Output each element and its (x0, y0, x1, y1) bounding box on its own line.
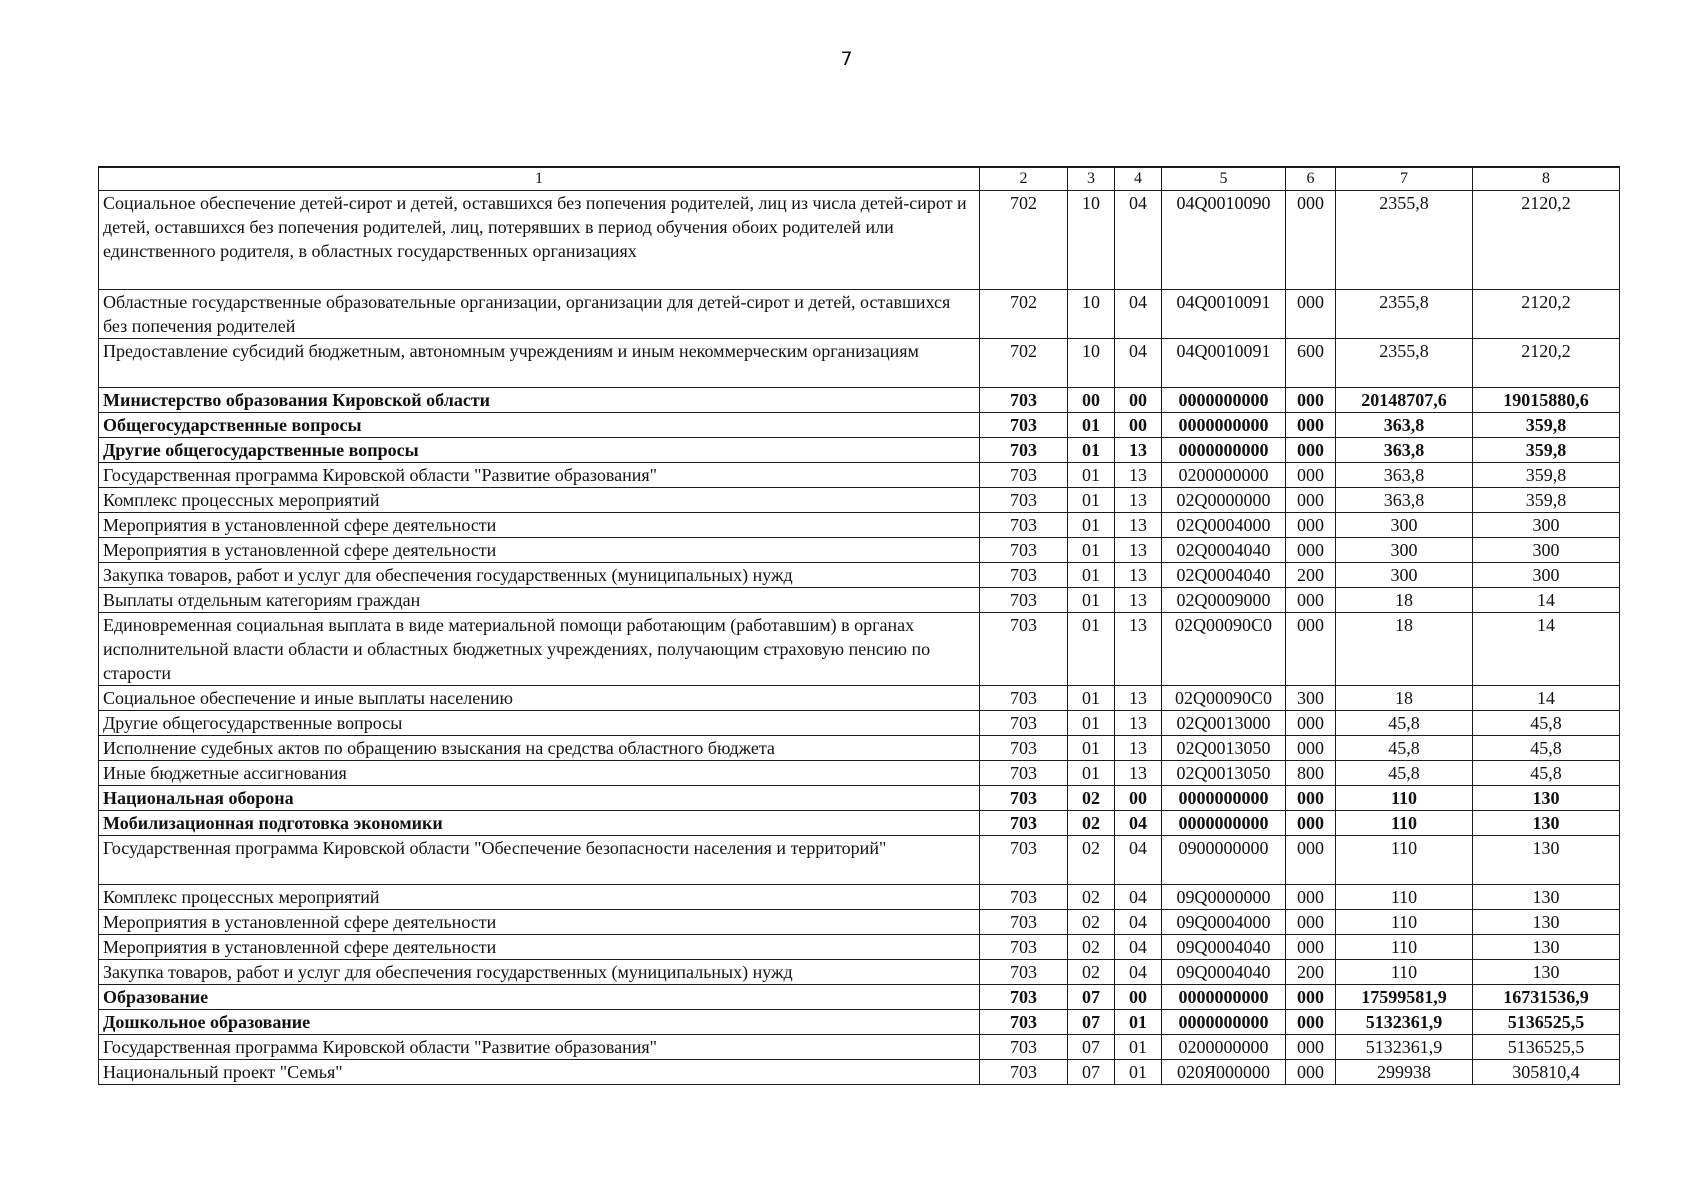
row-col8-cell: 359,8 (1473, 413, 1620, 438)
row-name-cell: Государственная программа Кировской области "Развитие образования" (99, 463, 980, 488)
row-col6-cell: 000 (1286, 1035, 1336, 1060)
row-col2-cell: 703 (980, 935, 1068, 960)
row-col6-cell: 000 (1286, 985, 1336, 1010)
row-col8-cell: 300 (1473, 513, 1620, 538)
row-col8-cell: 359,8 (1473, 438, 1620, 463)
row-col5-cell: 0000000000 (1162, 786, 1286, 811)
row-col7-cell: 110 (1336, 960, 1473, 985)
table-row (99, 538, 1620, 563)
row-name-cell: Национальная оборона (99, 786, 980, 811)
row-col3-cell: 01 (1068, 413, 1115, 438)
row-col5-cell: 0000000000 (1162, 438, 1286, 463)
row-col5-cell: 02Q0013050 (1162, 761, 1286, 786)
row-col8-cell: 130 (1473, 885, 1620, 910)
row-col7-cell: 110 (1336, 910, 1473, 935)
row-col3-cell: 10 (1068, 290, 1115, 339)
row-col7-cell: 110 (1336, 836, 1473, 885)
column-header-2: 2 (980, 167, 1068, 191)
row-col6-cell: 000 (1286, 613, 1336, 686)
table-header-row (99, 167, 1620, 191)
row-col6-cell: 000 (1286, 488, 1336, 513)
row-col2-cell: 703 (980, 488, 1068, 513)
row-name-cell: Закупка товаров, работ и услуг для обеспечения государственных (муниципальных) нужд (99, 563, 980, 588)
row-col6-cell: 000 (1286, 786, 1336, 811)
row-col4-cell: 13 (1115, 538, 1162, 563)
row-col5-cell: 0000000000 (1162, 985, 1286, 1010)
row-name-cell: Социальное обеспечение детей-сирот и детей, оставшихся без попечения родителей, лиц из числа детей-сирот и детей, оставшихся без попечения родителей, лиц, потерявших в период обучения обоих родителей или единственного родителя, в областных государственных организациях (99, 191, 980, 290)
row-col7-cell: 2355,8 (1336, 339, 1473, 388)
row-col4-cell: 04 (1115, 811, 1162, 836)
row-col2-cell: 703 (980, 513, 1068, 538)
row-col6-cell: 600 (1286, 339, 1336, 388)
row-col2-cell: 703 (980, 811, 1068, 836)
row-col5-cell: 02Q0013050 (1162, 736, 1286, 761)
row-col4-cell: 04 (1115, 290, 1162, 339)
row-col2-cell: 703 (980, 910, 1068, 935)
row-col5-cell: 09Q0004000 (1162, 910, 1286, 935)
row-name-cell: Министерство образования Кировской области (99, 388, 980, 413)
row-col7-cell: 17599581,9 (1336, 985, 1473, 1010)
row-col2-cell: 703 (980, 413, 1068, 438)
row-col7-cell: 45,8 (1336, 761, 1473, 786)
row-col3-cell: 02 (1068, 786, 1115, 811)
row-name-cell: Социальное обеспечение и иные выплаты населению (99, 686, 980, 711)
row-col4-cell: 04 (1115, 885, 1162, 910)
column-header-7: 7 (1336, 167, 1473, 191)
row-col6-cell: 000 (1286, 1060, 1336, 1085)
row-col7-cell: 363,8 (1336, 413, 1473, 438)
row-col6-cell: 200 (1286, 563, 1336, 588)
row-col3-cell: 02 (1068, 885, 1115, 910)
row-col8-cell: 5136525,5 (1473, 1010, 1620, 1035)
row-name-cell: Иные бюджетные ассигнования (99, 761, 980, 786)
row-col7-cell: 20148707,6 (1336, 388, 1473, 413)
table-row (99, 836, 1620, 885)
row-col3-cell: 01 (1068, 463, 1115, 488)
row-col7-cell: 363,8 (1336, 438, 1473, 463)
row-col4-cell: 13 (1115, 588, 1162, 613)
row-col6-cell: 000 (1286, 413, 1336, 438)
row-col2-cell: 703 (980, 1010, 1068, 1035)
row-col5-cell: 0000000000 (1162, 1010, 1286, 1035)
row-col5-cell: 02Q00090C0 (1162, 686, 1286, 711)
row-col5-cell: 09Q0004040 (1162, 960, 1286, 985)
row-col4-cell: 00 (1115, 786, 1162, 811)
row-col4-cell: 13 (1115, 736, 1162, 761)
row-col3-cell: 02 (1068, 960, 1115, 985)
table-row (99, 885, 1620, 910)
page-number: 7 (840, 48, 853, 70)
row-name-cell: Мероприятия в установленной сфере деятельности (99, 513, 980, 538)
row-col6-cell: 200 (1286, 960, 1336, 985)
row-col6-cell: 000 (1286, 910, 1336, 935)
row-col2-cell: 703 (980, 1035, 1068, 1060)
row-col8-cell: 45,8 (1473, 761, 1620, 786)
row-col2-cell: 703 (980, 463, 1068, 488)
column-header-6: 6 (1286, 167, 1336, 191)
row-col6-cell: 800 (1286, 761, 1336, 786)
row-col8-cell: 2120,2 (1473, 290, 1620, 339)
row-col5-cell: 020Я000000 (1162, 1060, 1286, 1085)
row-col5-cell: 04Q0010091 (1162, 339, 1286, 388)
row-col7-cell: 110 (1336, 786, 1473, 811)
row-col8-cell: 16731536,9 (1473, 985, 1620, 1010)
row-col7-cell: 5132361,9 (1336, 1010, 1473, 1035)
row-col7-cell: 110 (1336, 885, 1473, 910)
row-col5-cell: 0200000000 (1162, 1035, 1286, 1060)
row-col5-cell: 0200000000 (1162, 463, 1286, 488)
row-col3-cell: 02 (1068, 811, 1115, 836)
row-col8-cell: 300 (1473, 563, 1620, 588)
table-row (99, 736, 1620, 761)
row-col4-cell: 01 (1115, 1035, 1162, 1060)
row-col4-cell: 00 (1115, 413, 1162, 438)
row-name-cell: Выплаты отдельным категориям граждан (99, 588, 980, 613)
row-col3-cell: 01 (1068, 761, 1115, 786)
table-row (99, 463, 1620, 488)
row-col4-cell: 01 (1115, 1010, 1162, 1035)
row-name-cell: Другие общегосударственные вопросы (99, 438, 980, 463)
row-col3-cell: 01 (1068, 588, 1115, 613)
row-col6-cell: 000 (1286, 885, 1336, 910)
row-col4-cell: 04 (1115, 339, 1162, 388)
row-col5-cell: 09Q0000000 (1162, 885, 1286, 910)
row-col4-cell: 13 (1115, 513, 1162, 538)
row-col2-cell: 703 (980, 563, 1068, 588)
row-col6-cell: 000 (1286, 513, 1336, 538)
row-col6-cell: 000 (1286, 290, 1336, 339)
row-col6-cell: 300 (1286, 686, 1336, 711)
row-col3-cell: 02 (1068, 910, 1115, 935)
row-col6-cell: 000 (1286, 736, 1336, 761)
row-col7-cell: 5132361,9 (1336, 1035, 1473, 1060)
row-col5-cell: 0000000000 (1162, 811, 1286, 836)
row-col5-cell: 02Q0004040 (1162, 563, 1286, 588)
row-col8-cell: 14 (1473, 613, 1620, 686)
row-col3-cell: 07 (1068, 985, 1115, 1010)
table-row (99, 413, 1620, 438)
row-col2-cell: 703 (980, 438, 1068, 463)
row-col8-cell: 45,8 (1473, 736, 1620, 761)
row-col4-cell: 00 (1115, 388, 1162, 413)
row-col2-cell: 702 (980, 339, 1068, 388)
table-row (99, 960, 1620, 985)
row-col3-cell: 01 (1068, 563, 1115, 588)
row-col3-cell: 07 (1068, 1060, 1115, 1085)
row-col5-cell: 02Q0004040 (1162, 538, 1286, 563)
row-col8-cell: 130 (1473, 935, 1620, 960)
row-col6-cell: 000 (1286, 811, 1336, 836)
row-col5-cell: 02Q0013000 (1162, 711, 1286, 736)
row-col5-cell: 04Q0010090 (1162, 191, 1286, 290)
row-col8-cell: 14 (1473, 686, 1620, 711)
row-col5-cell: 0000000000 (1162, 388, 1286, 413)
row-col5-cell: 0000000000 (1162, 413, 1286, 438)
row-col3-cell: 07 (1068, 1010, 1115, 1035)
row-col7-cell: 2355,8 (1336, 191, 1473, 290)
row-col2-cell: 703 (980, 686, 1068, 711)
row-col4-cell: 01 (1115, 1060, 1162, 1085)
row-col2-cell: 703 (980, 761, 1068, 786)
table-row (99, 290, 1620, 339)
row-col2-cell: 703 (980, 1060, 1068, 1085)
row-name-cell: Общегосударственные вопросы (99, 413, 980, 438)
row-col2-cell: 703 (980, 711, 1068, 736)
row-col7-cell: 18 (1336, 686, 1473, 711)
row-col4-cell: 13 (1115, 686, 1162, 711)
row-col4-cell: 04 (1115, 960, 1162, 985)
row-col3-cell: 01 (1068, 736, 1115, 761)
row-col7-cell: 300 (1336, 538, 1473, 563)
row-col5-cell: 09Q0004040 (1162, 935, 1286, 960)
table-row (99, 191, 1620, 290)
row-col7-cell: 2355,8 (1336, 290, 1473, 339)
row-col6-cell: 000 (1286, 463, 1336, 488)
row-col4-cell: 13 (1115, 463, 1162, 488)
row-col4-cell: 00 (1115, 985, 1162, 1010)
table-row (99, 686, 1620, 711)
row-col8-cell: 130 (1473, 811, 1620, 836)
row-col2-cell: 703 (980, 388, 1068, 413)
row-col3-cell: 02 (1068, 836, 1115, 885)
row-col8-cell: 305810,4 (1473, 1060, 1620, 1085)
row-name-cell: Мероприятия в установленной сфере деятельности (99, 935, 980, 960)
table-row (99, 761, 1620, 786)
row-col8-cell: 5136525,5 (1473, 1035, 1620, 1060)
row-col7-cell: 110 (1336, 935, 1473, 960)
row-col8-cell: 359,8 (1473, 488, 1620, 513)
table-row (99, 488, 1620, 513)
row-col8-cell: 14 (1473, 588, 1620, 613)
table-row (99, 513, 1620, 538)
row-col8-cell: 130 (1473, 786, 1620, 811)
row-col2-cell: 703 (980, 588, 1068, 613)
row-col3-cell: 01 (1068, 711, 1115, 736)
row-name-cell: Областные государственные образовательные организации, организации для детей-сирот и детей, оставшихся без попечения родителей (99, 290, 980, 339)
row-col8-cell: 130 (1473, 960, 1620, 985)
row-col5-cell: 02Q0000000 (1162, 488, 1286, 513)
column-header-4: 4 (1115, 167, 1162, 191)
table-row (99, 811, 1620, 836)
row-col5-cell: 04Q0010091 (1162, 290, 1286, 339)
row-col5-cell: 02Q00090C0 (1162, 613, 1286, 686)
column-header-1: 1 (99, 167, 980, 191)
row-col5-cell: 02Q0004000 (1162, 513, 1286, 538)
row-name-cell: Дошкольное образование (99, 1010, 980, 1035)
row-col4-cell: 13 (1115, 438, 1162, 463)
row-col7-cell: 110 (1336, 811, 1473, 836)
row-col6-cell: 000 (1286, 538, 1336, 563)
row-name-cell: Мероприятия в установленной сфере деятельности (99, 538, 980, 563)
row-name-cell: Единовременная социальная выплата в виде материальной помощи работающим (работавшим) в органах исполнительной власти области и областных бюджетных учреждениях, получающим страховую пенсию по старости (99, 613, 980, 686)
row-col6-cell: 000 (1286, 711, 1336, 736)
row-col4-cell: 13 (1115, 613, 1162, 686)
table-row (99, 711, 1620, 736)
row-col7-cell: 18 (1336, 613, 1473, 686)
row-col3-cell: 07 (1068, 1035, 1115, 1060)
row-col3-cell: 01 (1068, 513, 1115, 538)
row-col2-cell: 703 (980, 736, 1068, 761)
row-col4-cell: 13 (1115, 563, 1162, 588)
row-col5-cell: 0900000000 (1162, 836, 1286, 885)
row-col7-cell: 363,8 (1336, 488, 1473, 513)
row-col4-cell: 04 (1115, 910, 1162, 935)
row-col8-cell: 130 (1473, 836, 1620, 885)
row-col7-cell: 299938 (1336, 1060, 1473, 1085)
row-col6-cell: 000 (1286, 191, 1336, 290)
row-col7-cell: 300 (1336, 513, 1473, 538)
row-col6-cell: 000 (1286, 1010, 1336, 1035)
row-col3-cell: 01 (1068, 488, 1115, 513)
row-col5-cell: 02Q0009000 (1162, 588, 1286, 613)
table-row (99, 388, 1620, 413)
row-col2-cell: 703 (980, 538, 1068, 563)
row-name-cell: Предоставление субсидий бюджетным, автономным учреждениям и иным некоммерческим организациям (99, 339, 980, 388)
row-col7-cell: 363,8 (1336, 463, 1473, 488)
row-col8-cell: 300 (1473, 538, 1620, 563)
table-row (99, 588, 1620, 613)
table-body (99, 191, 1620, 1085)
row-name-cell: Исполнение судебных актов по обращению взыскания на средства областного бюджета (99, 736, 980, 761)
row-col4-cell: 04 (1115, 191, 1162, 290)
row-name-cell: Комплекс процессных мероприятий (99, 488, 980, 513)
row-col3-cell: 01 (1068, 538, 1115, 563)
row-col6-cell: 000 (1286, 836, 1336, 885)
row-col7-cell: 18 (1336, 588, 1473, 613)
row-col3-cell: 01 (1068, 686, 1115, 711)
row-col2-cell: 703 (980, 960, 1068, 985)
row-name-cell: Национальный проект "Семья" (99, 1060, 980, 1085)
row-col4-cell: 13 (1115, 488, 1162, 513)
row-col4-cell: 13 (1115, 711, 1162, 736)
table-row (99, 935, 1620, 960)
row-name-cell: Другие общегосударственные вопросы (99, 711, 980, 736)
row-name-cell: Государственная программа Кировской области "Развитие образования" (99, 1035, 980, 1060)
row-col2-cell: 703 (980, 613, 1068, 686)
row-col3-cell: 02 (1068, 935, 1115, 960)
row-col6-cell: 000 (1286, 388, 1336, 413)
row-name-cell: Закупка товаров, работ и услуг для обеспечения государственных (муниципальных) нужд (99, 960, 980, 985)
table-row (99, 786, 1620, 811)
row-col2-cell: 702 (980, 290, 1068, 339)
row-col2-cell: 703 (980, 985, 1068, 1010)
row-name-cell: Комплекс процессных мероприятий (99, 885, 980, 910)
row-col7-cell: 45,8 (1336, 711, 1473, 736)
row-col8-cell: 359,8 (1473, 463, 1620, 488)
row-col8-cell: 2120,2 (1473, 191, 1620, 290)
row-name-cell: Мобилизационная подготовка экономики (99, 811, 980, 836)
table-row (99, 339, 1620, 388)
row-col8-cell: 130 (1473, 910, 1620, 935)
table-row (99, 438, 1620, 463)
table-row (99, 985, 1620, 1010)
row-col7-cell: 45,8 (1336, 736, 1473, 761)
column-header-3: 3 (1068, 167, 1115, 191)
row-col4-cell: 04 (1115, 836, 1162, 885)
row-col3-cell: 10 (1068, 339, 1115, 388)
table-row (99, 910, 1620, 935)
row-name-cell: Образование (99, 985, 980, 1010)
table-row (99, 1035, 1620, 1060)
row-col8-cell: 19015880,6 (1473, 388, 1620, 413)
row-col2-cell: 703 (980, 786, 1068, 811)
row-col2-cell: 703 (980, 836, 1068, 885)
table-row (99, 563, 1620, 588)
row-name-cell: Государственная программа Кировской области "Обеспечение безопасности населения и территорий" (99, 836, 980, 885)
budget-table (98, 166, 1620, 1085)
row-col6-cell: 000 (1286, 438, 1336, 463)
column-header-8: 8 (1473, 167, 1620, 191)
row-col8-cell: 45,8 (1473, 711, 1620, 736)
row-col3-cell: 01 (1068, 613, 1115, 686)
row-col6-cell: 000 (1286, 935, 1336, 960)
row-col8-cell: 2120,2 (1473, 339, 1620, 388)
table-row (99, 1060, 1620, 1085)
row-col2-cell: 703 (980, 885, 1068, 910)
row-col7-cell: 300 (1336, 563, 1473, 588)
table-row (99, 1010, 1620, 1035)
table-row (99, 613, 1620, 686)
row-col4-cell: 04 (1115, 935, 1162, 960)
row-col6-cell: 000 (1286, 588, 1336, 613)
row-col2-cell: 702 (980, 191, 1068, 290)
row-col4-cell: 13 (1115, 761, 1162, 786)
row-col3-cell: 10 (1068, 191, 1115, 290)
column-header-5: 5 (1162, 167, 1286, 191)
row-col3-cell: 00 (1068, 388, 1115, 413)
row-col3-cell: 01 (1068, 438, 1115, 463)
row-name-cell: Мероприятия в установленной сфере деятельности (99, 910, 980, 935)
